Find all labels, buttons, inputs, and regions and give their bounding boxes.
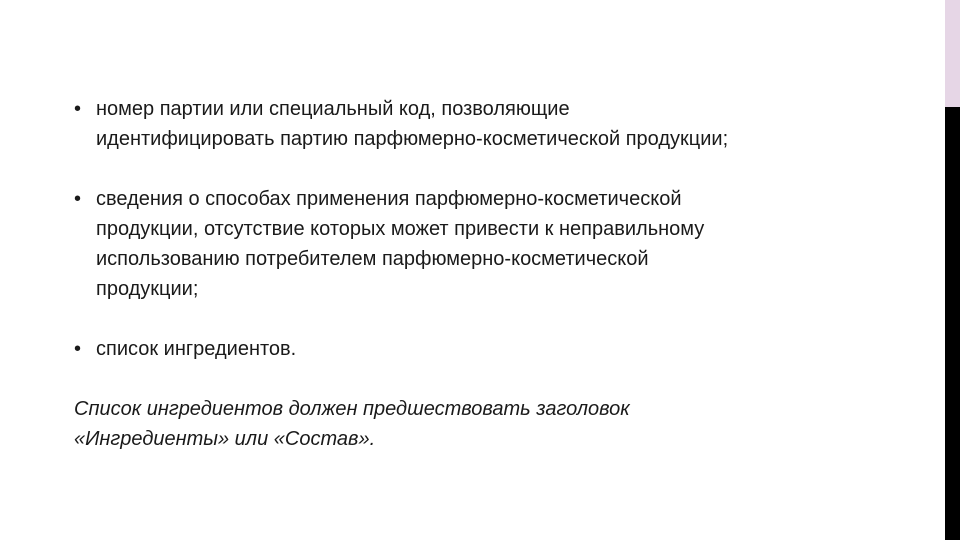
list-item xyxy=(74,94,914,154)
note-text-line: Список ингредиентов должен предшествовать заголовок xyxy=(74,398,630,420)
list-item-text-line: использованию потребителем парфюмерно-косметической xyxy=(96,248,649,270)
list-item-text-line: сведения о способах применения парфюмерно-косметической xyxy=(96,188,682,210)
note-text-line: «Ингредиенты» или «Состав». xyxy=(74,428,376,450)
bullet-icon: • xyxy=(74,338,82,360)
bullet-icon: • xyxy=(74,98,82,120)
italic-note xyxy=(74,394,914,454)
slide-content xyxy=(74,94,914,454)
list-item xyxy=(74,334,914,364)
list-item-text-line: список ингредиентов. xyxy=(96,338,297,360)
list-item-text-line: продукции, отсутствие которых может привести к неправильному xyxy=(96,218,705,240)
list-item-text-line: идентифицировать партию парфюмерно-косметической продукции; xyxy=(96,128,729,150)
list-item-text-line: продукции; xyxy=(96,278,199,300)
side-accent-bar-top xyxy=(945,0,960,107)
bullet-icon: • xyxy=(74,188,82,210)
list-item xyxy=(74,184,914,304)
side-accent-bar-bottom xyxy=(945,107,960,540)
list-item-text-line: номер партии или специальный код, позволяющие xyxy=(96,98,570,120)
